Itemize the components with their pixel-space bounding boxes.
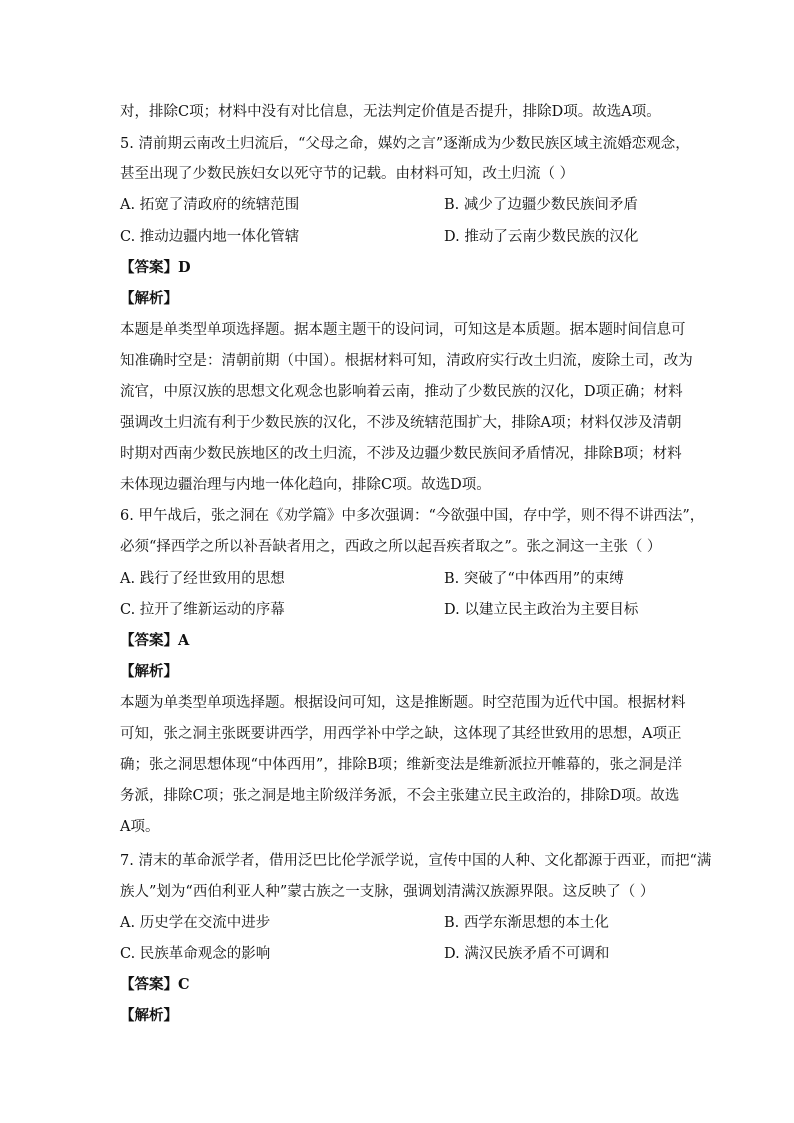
question-7-answer: 【答案】C	[120, 976, 190, 993]
question-6-analysis-line: 可知，张之洞主张既要讲西学，用西学补中学之缺，这体现了其经世致用的思想，A项正	[120, 726, 682, 742]
question-7-option-d: D. 满汉民族矛盾不可调和	[444, 946, 610, 962]
question-5-analysis-label: 【解析】	[120, 290, 178, 307]
question-5-analysis-line: 未体现边疆治理与内地一体化趋向，排除C项。故选D项。	[120, 477, 491, 493]
question-5-answer: 【答案】D	[120, 259, 191, 276]
question-7-stem-line-2: 族人”划为“西伯利亚人种”蒙古族之一支脉，强调划清满汉族源界限。这反映了（ ）	[120, 884, 655, 900]
question-6-analysis-line: A项。	[120, 819, 160, 835]
question-6-option-c: C. 拉开了维新运动的序幕	[120, 602, 285, 618]
question-6-analysis-label: 【解析】	[120, 663, 178, 680]
question-7-option-a: A. 历史学在交流中进步	[120, 915, 271, 931]
question-6-option-a: A. 践行了经世致用的思想	[120, 571, 285, 587]
question-6-stem-line-2: 必须“择西学之所以补吾缺者用之，西政之所以起吾疾者取之”。张之洞这一主张（ ）	[120, 539, 662, 555]
question-6-stem-line-1: 6. 甲午战后，张之洞在《劝学篇》中多次强调：“今欲强中国，存中学，则不得不讲西法”，	[120, 508, 705, 524]
question-7-analysis-label: 【解析】	[120, 1007, 178, 1024]
question-6-option-b: B. 突破了“中体西用”的束缚	[444, 571, 624, 587]
question-6-analysis-line: 本题为单类型单项选择题。根据设问可知，这是推断题。时空范围为近代中国。根据材料	[120, 695, 686, 711]
question-5-analysis-line: 流官，中原汉族的思想文化观念也影响着云南，推动了少数民族的汉化，D项正确；材料	[120, 384, 683, 400]
question-5-analysis-line: 强调改土归流有利于少数民族的汉化，不涉及统辖范围扩大，排除A项；材料仅涉及清朝	[120, 415, 682, 431]
question-5-stem-line-2: 甚至出现了少数民族妇女以死守节的记载。由材料可知，改土归流（ ）	[120, 166, 575, 182]
text-line: 对，排除C项；材料中没有对比信息，无法判定价值是否提升，排除D项。故选A项。	[120, 104, 661, 120]
question-6-option-d: D. 以建立民主政治为主要目标	[444, 602, 639, 618]
question-7-option-c: C. 民族革命观念的影响	[120, 946, 271, 962]
question-5-option-b: B. 减少了边疆少数民族间矛盾	[444, 197, 638, 213]
question-5-option-d: D. 推动了云南少数民族的汉化	[444, 229, 639, 245]
question-6-analysis-line: 务派，排除C项；张之洞是地主阶级洋务派，不会主张建立民主政治的，排除D项。故选	[120, 788, 680, 804]
question-5-analysis-line: 知准确时空是：清朝前期（中国）。根据材料可知，清政府实行改土归流，废除土司，改为	[120, 353, 693, 369]
question-5-option-c: C. 推动边疆内地一体化管辖	[120, 229, 300, 245]
question-7-stem-line-1: 7. 清末的革命派学者，借用泛巴比伦学派学说，宣传中国的人种、文化都源于西亚，而把“满	[120, 853, 712, 869]
question-5-option-a: A. 拓宽了清政府的统辖范围	[120, 197, 300, 213]
question-5-analysis-line: 时期对西南少数民族地区的改土归流，不涉及边疆少数民族间矛盾情况，排除B项；材料	[120, 446, 682, 462]
question-7-option-b: B. 西学东渐思想的本土化	[444, 915, 609, 931]
question-6-answer: 【答案】A	[120, 632, 190, 649]
question-6-analysis-line: 确；张之洞思想体现“中体西用”，排除B项；维新变法是维新派拉开帷幕的，张之洞是洋	[120, 757, 682, 773]
question-5-stem-line-1: 5. 清前期云南改土归流后，“父母之命，媒妁之言”逐渐成为少数民族区域主流婚恋观念，	[120, 136, 690, 152]
question-5-analysis-line: 本题是单类型单项选择题。据本题主题干的设问词，可知这是本质题。据本题时间信息可	[120, 322, 686, 338]
